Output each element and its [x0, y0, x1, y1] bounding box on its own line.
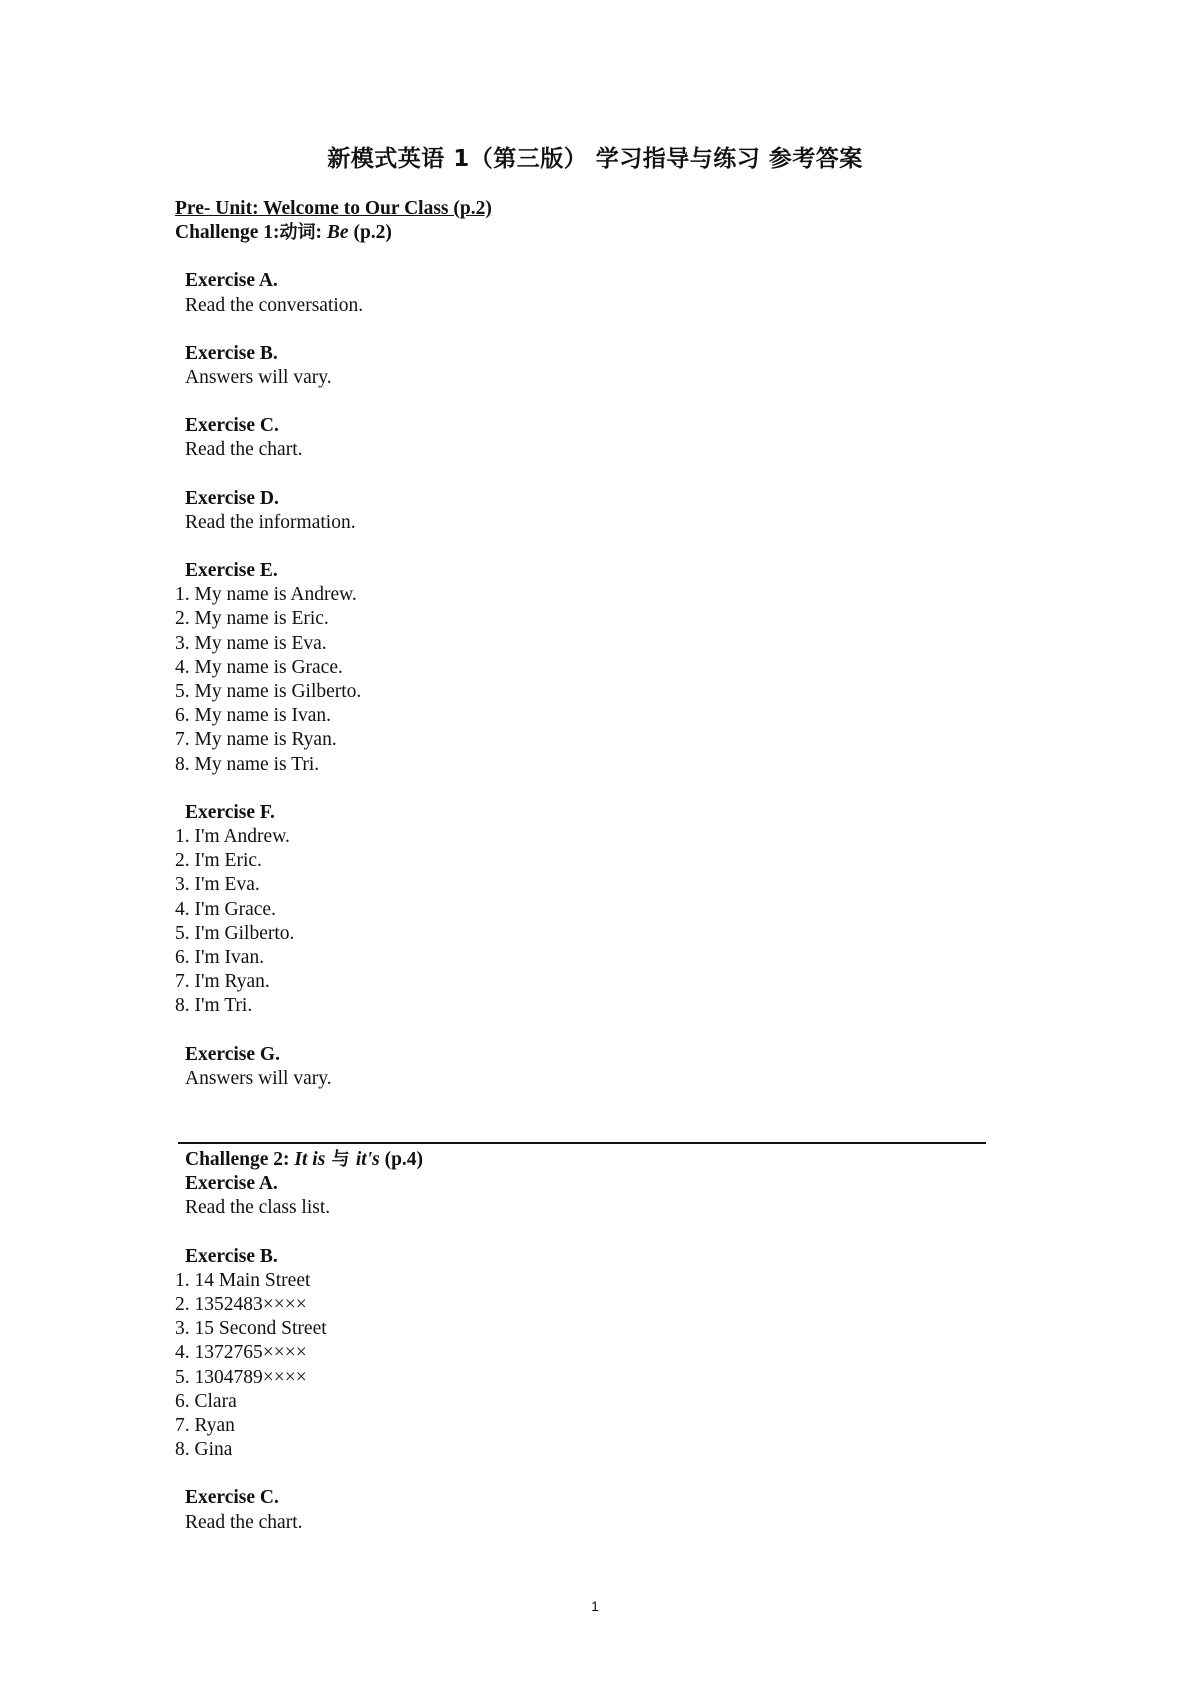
list-item: 5. My name is Gilberto.	[175, 681, 362, 703]
exercise-f-title: Exercise F.	[185, 801, 275, 823]
exercise-e-list	[175, 583, 1015, 777]
exercise-f-list	[175, 825, 1015, 1019]
exercise-b	[175, 342, 1015, 390]
challenge-2-italic-2: it's	[355, 1149, 380, 1170]
exercise-e-title: Exercise E.	[185, 560, 278, 582]
list-item: 8. Gina	[175, 1439, 233, 1461]
challenge-2-cn: 与	[325, 1149, 356, 1170]
exercise-b-title: Exercise B.	[185, 342, 278, 364]
exercise-d-body: Read the information.	[185, 511, 356, 533]
section-divider	[178, 1142, 986, 1144]
exercise-g-title: Exercise G.	[185, 1043, 280, 1065]
challenge-2-italic-1: It is	[294, 1149, 326, 1170]
list-item: 1. 14 Main Street	[175, 1269, 311, 1291]
c2-exercise-b-list	[175, 1269, 1015, 1463]
c2-exercise-c-body: Read the chart.	[185, 1511, 303, 1533]
c2-exercise-a-title: Exercise A.	[185, 1173, 278, 1195]
list-item: 6. I'm Ivan.	[175, 947, 265, 969]
exercise-c	[175, 414, 1015, 462]
list-item: 7. I'm Ryan.	[175, 971, 270, 993]
list-item: 3. I'm Eva.	[175, 874, 260, 896]
challenge-2-suffix: (p.4)	[379, 1149, 424, 1170]
list-item: 2. 1352483××××	[175, 1294, 307, 1316]
exercise-a	[175, 269, 1015, 317]
challenge-1-prefix: Challenge 1:	[175, 222, 280, 244]
exercise-e	[175, 559, 1015, 777]
list-item: 8. I'm Tri.	[175, 995, 253, 1017]
list-item: 1. I'm Andrew.	[175, 826, 290, 848]
exercise-c-body: Read the chart.	[185, 439, 303, 461]
page-number: 1	[591, 1598, 599, 1614]
exercise-g-body: Answers will vary.	[185, 1067, 332, 1089]
challenge-1-cn: 动词	[279, 222, 316, 244]
section-challenge-1	[175, 197, 1015, 1091]
challenge-1-colon: :	[315, 222, 327, 244]
c2-exercise-b-title: Exercise B.	[185, 1245, 278, 1267]
list-item: 6. Clara	[175, 1390, 237, 1412]
exercise-d-title: Exercise D.	[185, 487, 279, 509]
document-title: 新模式英语 1（第三版） 学习指导与练习 参考答案	[327, 146, 863, 172]
exercise-b-body: Answers will vary.	[185, 367, 332, 389]
list-item: 1. My name is Andrew.	[175, 584, 357, 606]
exercise-f	[175, 801, 1015, 1019]
c2-exercise-c-title: Exercise C.	[185, 1487, 279, 1509]
exercise-d	[175, 487, 1015, 535]
challenge-2-heading	[175, 1148, 1015, 1172]
exercise-c-title: Exercise C.	[185, 415, 279, 437]
challenge-1-suffix: (p.2)	[348, 222, 392, 244]
list-item: 3. My name is Eva.	[175, 632, 327, 654]
unit-heading: Pre- Unit: Welcome to Our Class (p.2)	[175, 198, 492, 219]
list-item: 3. 15 Second Street	[175, 1318, 327, 1340]
list-item: 7. Ryan	[175, 1415, 235, 1437]
exercise-a-title: Exercise A.	[185, 270, 278, 292]
list-item: 6. My name is Ivan.	[175, 705, 331, 727]
section-challenge-2	[175, 1148, 1015, 1535]
c2-exercise-c	[175, 1486, 1015, 1534]
c2-exercise-a	[175, 1172, 1015, 1220]
exercise-g	[175, 1043, 1015, 1091]
list-item: 2. My name is Eric.	[175, 608, 329, 630]
list-item: 2. I'm Eric.	[175, 850, 262, 872]
list-item: 5. 1304789××××	[175, 1366, 307, 1388]
list-item: 7. My name is Ryan.	[175, 729, 337, 751]
list-item: 5. I'm Gilberto.	[175, 922, 295, 944]
list-item: 4. My name is Grace.	[175, 656, 343, 678]
list-item: 8. My name is Tri.	[175, 753, 320, 775]
exercise-a-body: Read the conversation.	[185, 294, 364, 316]
c2-exercise-b	[175, 1245, 1015, 1463]
challenge-1-heading	[175, 221, 1015, 245]
challenge-1-italic: Be	[326, 222, 349, 244]
list-item: 4. I'm Grace.	[175, 898, 276, 920]
challenge-2-prefix: Challenge 2:	[185, 1149, 295, 1170]
list-item: 4. 1372765××××	[175, 1342, 307, 1364]
c2-exercise-a-body: Read the class list.	[185, 1197, 331, 1219]
